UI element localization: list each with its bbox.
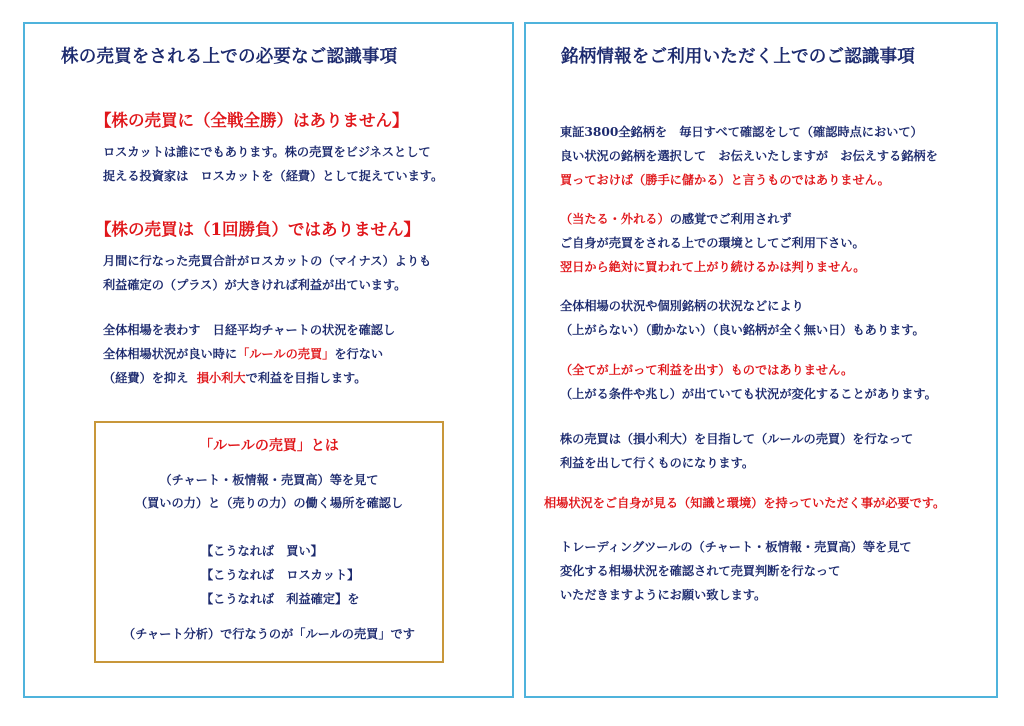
paragraph-stock-info xyxy=(560,120,938,192)
paragraph-losscut xyxy=(103,140,443,188)
heading-no-all-wins: 【株の売買に（全戦全勝）はありません】 xyxy=(95,111,409,130)
rule-item-take-profit: 【こうなれば 利益確定】を xyxy=(201,592,360,606)
text-line: トレーディングツールの（チャート・板情報・売買高）等を見て xyxy=(560,540,912,554)
text-line: 全体相場の状況や個別銘柄の状況などにより xyxy=(560,299,804,313)
text-line: 捉える投資家は ロスカットを（経費）として捉えています。 xyxy=(103,169,444,183)
text-line: 変化する相場状況を確認されて売買判断を行なって xyxy=(560,564,841,578)
rule-item-losscut: 【こうなれば ロスカット】 xyxy=(201,568,360,582)
text-line: ご自身が売買をされる上での環境としてご利用下さい。 xyxy=(560,236,865,250)
rule-trading-box-title: 「ルールの売買」とは xyxy=(199,438,339,454)
text-line xyxy=(103,366,395,390)
text-line: 利益確定の（プラス）が大きければ利益が出ています。 xyxy=(103,278,407,292)
text-segment: （経費）を抑え xyxy=(103,371,189,385)
text-line: （上がる条件や兆し）が出ていても状況が変化することがあります。 xyxy=(560,387,937,401)
right-panel-title: 銘柄情報をご利用いただく上でのご認識事項 xyxy=(561,47,915,67)
text-line xyxy=(560,207,865,231)
paragraph-not-all-rise xyxy=(560,358,937,406)
paragraph-knowledge-required: 相場状況をご自身が見る（知識と環境）を持っていただく事が必要です。 xyxy=(544,496,946,510)
rule-trading-box-footer: （チャート分析）で行なうのが「ルールの売買」です xyxy=(123,627,415,641)
text-segment: の感覚でご利用されず xyxy=(669,212,792,226)
box-text-line: （チャート・板情報・売買高）等を見て xyxy=(159,473,379,487)
text-line: ロスカットは誰にでもあります。株の売買をビジネスとして xyxy=(103,145,431,159)
text-line: 東証3800全銘柄を 毎日すべて確認をして（確認時点において） xyxy=(560,125,923,139)
paragraph-usage xyxy=(560,207,865,279)
text-line: 良い状況の銘柄を選択して お伝えいたしますが お伝えする銘柄を xyxy=(560,149,938,163)
text-line: 全体相場を表わす 日経平均チャートの状況を確認し xyxy=(103,323,396,337)
text-segment: で利益を目指します。 xyxy=(245,371,367,385)
small-loss-big-profit-highlight: 損小利大 xyxy=(196,371,246,385)
rule-trading-highlight: 「ルールの売買」 xyxy=(237,347,335,361)
warning-line: 翌日から絶対に買われて上がり続けるかは判りません。 xyxy=(560,260,866,274)
text-line: （上がらない）（動かない）（良い銘柄が全く無い日）もあります。 xyxy=(560,323,925,337)
paragraph-rule-trading xyxy=(560,427,913,475)
rule-item-buy: 【こうなれば 買い】 xyxy=(201,544,323,558)
rule-items xyxy=(201,539,359,611)
box-text-line: （買いの力）と（売りの力）の働く場所を確認し xyxy=(134,496,404,510)
left-panel xyxy=(23,22,514,698)
hit-miss-highlight: （当たる・外れる） xyxy=(560,212,670,226)
right-panel xyxy=(524,22,998,698)
text-segment: を行ない xyxy=(334,347,384,361)
paragraph-monthly-total xyxy=(103,249,431,297)
warning-line: （全てが上がって利益を出す）ものではありません。 xyxy=(560,363,854,377)
text-segment: 全体相場状況が良い時に xyxy=(103,347,238,361)
text-line: 株の売買は（損小利大）を目指して（ルールの売買）を行なって xyxy=(560,432,914,446)
paragraph-trading-tools xyxy=(560,535,912,607)
text-line: 利益を出して行くものになります。 xyxy=(560,456,755,470)
text-line xyxy=(103,342,395,366)
paragraph-market-check xyxy=(103,318,395,390)
text-line: 月間に行なった売買合計がロスカットの（マイナス）よりも xyxy=(103,254,432,268)
rule-trading-box xyxy=(94,421,444,663)
paragraph-market-conditions xyxy=(560,294,925,342)
heading-not-one-shot: 【株の売買は（1回勝負）ではありません】 xyxy=(95,220,420,239)
warning-line: 買っておけば（勝手に儲かる）と言うものではありません。 xyxy=(560,173,890,187)
text-line: いただきますようにお願い致します。 xyxy=(560,588,767,602)
left-panel-title: 株の売買をされる上での必要なご認識事項 xyxy=(61,47,398,67)
